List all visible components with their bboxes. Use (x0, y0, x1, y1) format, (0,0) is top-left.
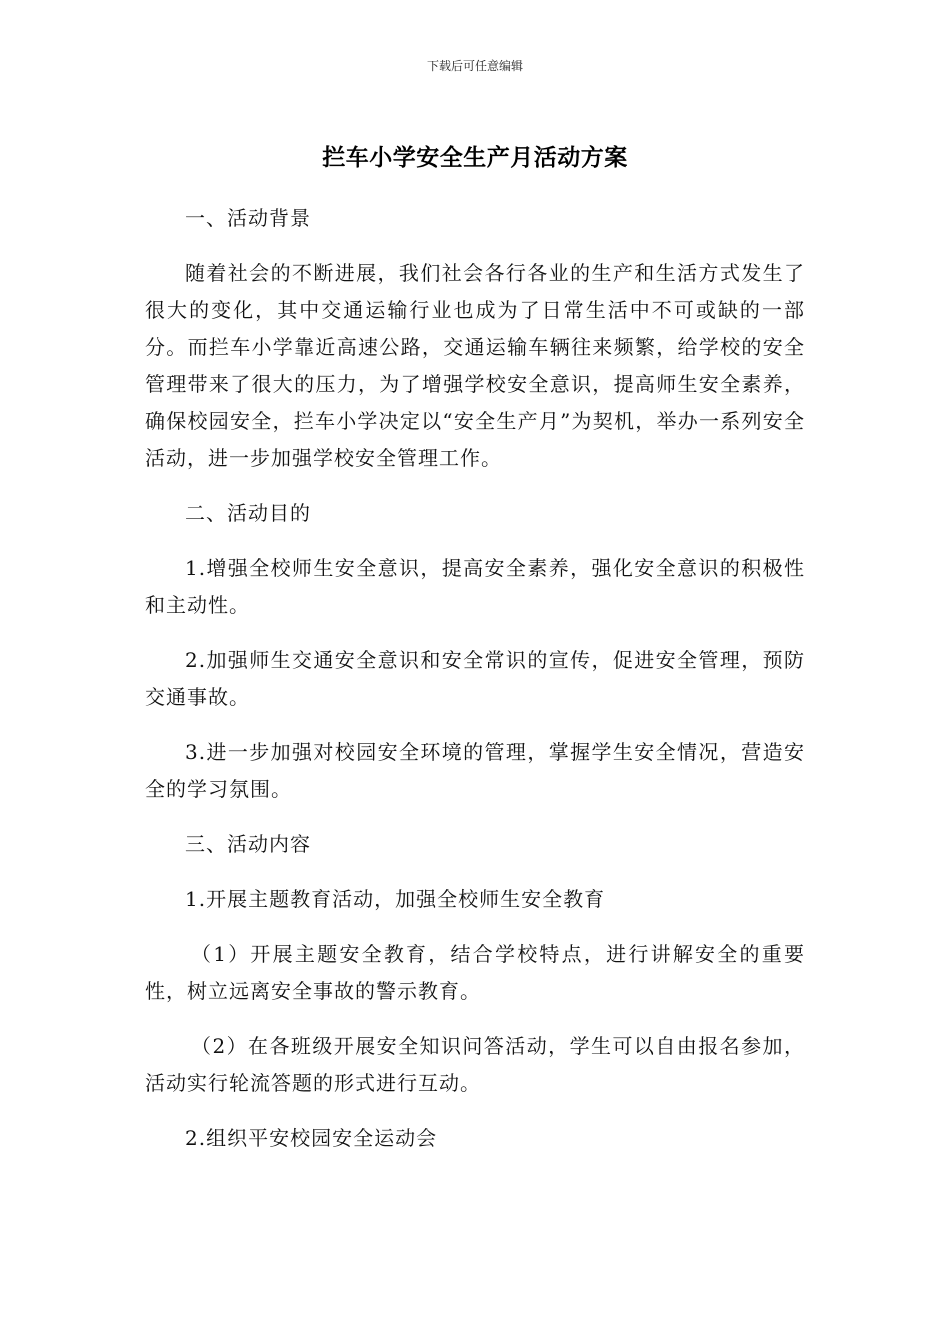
content-item-2: 2.组织平安校园安全运动会 (185, 1126, 438, 1150)
download-edit-note: 下载后可任意编辑 (426, 59, 523, 73)
purpose-item-1: 1.增强全校师生安全意识，提高安全素养，强化安全意识的积极性和主动性。 (145, 556, 805, 617)
purpose-item-3: 3.进一步加强对校园安全环境的管理，掌握学生安全情况，营造安全的学习氛围。 (145, 740, 805, 801)
content-item-1: 1.开展主题教育活动，加强全校师生安全教育 (185, 887, 606, 911)
paragraph-background: 随着社会的不断进展，我们社会各行各业的生产和生活方式发生了很大的变化，其中交通运输行业也成为了日常生活中不可或缺的一部分。而拦车小学靠近高速公路，交通运输车辆往来频繁，给学校的安全管理带来了很大的压力，为了增强学校安全意识，提高师生安全素养，确保校园安全，拦车小学决定以“安全生产月”为契机，举办一系列安全活动，进一步加强学校安全管理工作。 (145, 261, 805, 470)
document-title: 拦车小学安全生产月活动方案 (322, 145, 628, 171)
content-subitem-1: （1）开展主题安全教育，结合学校特点，进行讲解安全的重要性，树立远离安全事故的警示教育。 (145, 942, 805, 1003)
purpose-item-2: 2.加强师生交通安全意识和安全常识的宣传，促进安全管理，预防交通事故。 (145, 648, 805, 709)
section-heading-background: 一、活动背景 (185, 206, 311, 230)
section-heading-content: 三、活动内容 (185, 832, 311, 856)
section-heading-purpose: 二、活动目的 (185, 501, 311, 525)
content-subitem-2: （2）在各班级开展安全知识问答活动，学生可以自由报名参加，活动实行轮流答题的形式进行互动。 (145, 1034, 805, 1095)
document-body (145, 200, 805, 1175)
